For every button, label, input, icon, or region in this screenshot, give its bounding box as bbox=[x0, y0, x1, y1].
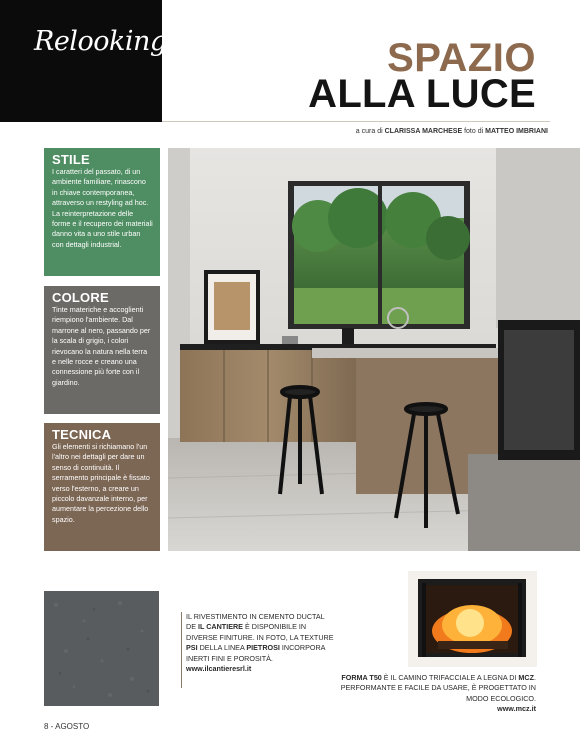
header-rule bbox=[162, 121, 550, 122]
stile-text: I caratteri del passato, di un ambiente familiare, rinascono in chiave contemporanea, attraverso un restyling ad hoc. La reinterpretazione delle forme e il recupero dei materiali danno vita a uno stile urban con dettagli industrial. bbox=[52, 167, 153, 249]
kitchen-photo bbox=[168, 148, 580, 551]
fireplace-caption bbox=[326, 673, 536, 715]
fireplace-illustration bbox=[408, 571, 537, 667]
line-name: PIETROSI bbox=[246, 643, 280, 653]
cement-caption bbox=[186, 612, 336, 674]
cement-texture-image bbox=[44, 591, 159, 706]
colore-box bbox=[44, 286, 160, 414]
brand-name: IL CANTIERE bbox=[197, 622, 243, 632]
mcz-url-link[interactable]: www.mcz.it bbox=[497, 704, 536, 714]
credits-prefix: a cura di bbox=[355, 128, 383, 135]
tecnica-title: TECNICA bbox=[52, 427, 112, 442]
stile-title: STILE bbox=[52, 152, 90, 167]
caption-text: IL RIVESTIMENTO IN CEMENTO DUCTAL DE bbox=[186, 612, 325, 632]
title-line-1: SPAZIO bbox=[387, 36, 536, 80]
caption-text: DELLA LINEA bbox=[197, 643, 247, 653]
cantiere-url-link[interactable]: www.ilcantieresrl.it bbox=[186, 664, 252, 674]
header-black-block bbox=[0, 0, 162, 122]
caption-text: È IL CAMINO TRIFACCIALE A LEGNA DI bbox=[381, 673, 519, 682]
product-name: FORMA T50 bbox=[341, 673, 382, 682]
author-name: CLARISSA MARCHESE bbox=[384, 128, 463, 135]
texture-pattern bbox=[44, 591, 159, 706]
brand-name: MCZ bbox=[518, 673, 534, 682]
photographer-name: MATTEO IMBRIANI bbox=[485, 128, 548, 135]
stile-box bbox=[44, 148, 160, 276]
caption-text: INCORPORA INERTI FINI E POROSITÀ. bbox=[186, 643, 326, 663]
kitchen-illustration bbox=[168, 148, 580, 551]
title-line-2: ALLA LUCE bbox=[308, 72, 536, 116]
fireplace-image bbox=[408, 571, 537, 667]
caption-text: È DISPONIBILE IN DIVERSE FINITURE. IN FOTO, LA TEXTURE bbox=[186, 622, 334, 642]
tecnica-box bbox=[44, 423, 160, 551]
page-folio: 8 - AGOSTO bbox=[44, 722, 90, 731]
caption-divider bbox=[181, 612, 182, 688]
tecnica-text: Gli elementi si richiamano l'un l'altro nei dettagli per dare un senso di continuità. Il serramento principale è fissato verso l'esterno, a creare un piccolo davanzale interno, per aumentare la percezione dello spazio. bbox=[52, 442, 150, 524]
credits-line bbox=[356, 128, 548, 135]
caption-text: . PERFORMANTE E FACILE DA USARE, È PROGETTATO IN MODO ECOLOGICO. bbox=[340, 673, 536, 703]
section-label: Relooking bbox=[34, 26, 167, 57]
colore-text: Tinte materiche e accoglienti riempiono l'ambiente. Dal marrone al nero, passando per la scala di grigio, i colori rievocano la natura nella terra e nelle rocce e creano una connessione più forte con il giardino. bbox=[52, 305, 151, 387]
credits-mid: foto di bbox=[464, 128, 484, 135]
texture-name: PSI bbox=[186, 643, 198, 653]
colore-title: COLORE bbox=[52, 290, 109, 305]
